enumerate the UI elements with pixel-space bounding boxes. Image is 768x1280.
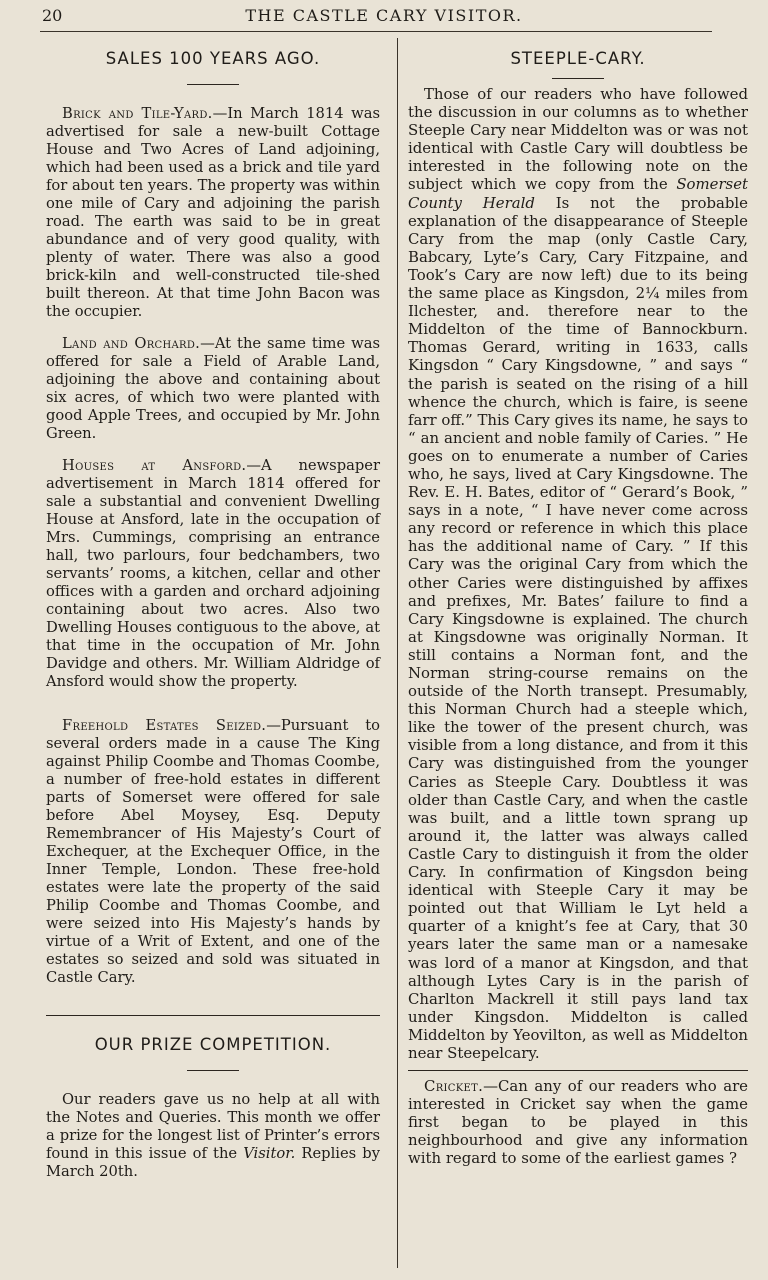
steeple-text-b: Is not the probable explanation of the disappearance of Steeple Cary from the map (only Castle Cary, Babcary, Lyte’s Cary, Cary Fitzpaine, and Took’s Cary are now left) due to its being the same place as Kingsdon, 2¼ miles from Ilchester, and. therefore near to the Middelton of the time of Bannockburn. Thomas Gerard, writing in 1633, calls Kingsdon “ Cary Kingsdowne, ” and says “ the parish is seated on the rising of a hill whence the church, which is faire, is seene farr off.” This Cary gives its name, he says to “ an ancient and noble family of Caries. ” He goes on to enumerate a number of Caries who, he says, lived at Cary Kingsdowne. The Rev. E. H. Bates, editor of “ Gerard’s Book, ” says in a note, “ I have never come across any record or reference in which this place has the additional name of Cary. ” If this Cary was the original Cary from which the other Caries were distinguished by affixes and prefixes, Mr. Bates’ failure to find a Cary Kingsdowne is explained. The church at Kingsdowne was originally Norman. It still contains a Norman font, and the Norman string-course remains on the outside of the North transept. Presumably, this Norman Church had a steeple which, like the tower of the present church, was visible from a long distance, and from it this Cary was distinguished from the younger Caries as Steeple Cary. Doubtless it was older than Castle Cary, and when the castle was built, and a little town sprang up around it, the latter was always called Castle Cary to distinguish it from the older Cary. In confirmation of Kingsdon being identical with Steeple Cary it may be pointed out that William le Lyt held a quarter of a knight’s fee at Cary, that 30 years later the same man or a namesake was lord of a manor at Kingsdon, and that although Lytes Cary is in the parish of Charlton Mackrell it still pays land tax under Kingsdon. Middelton is called Middelton by Yeovilton, as well as Middelton near Steepelcary. (408, 193, 748, 1062)
land-orchard-lead: Land and Orchard. (62, 335, 201, 352)
houses-ansford-text: —A newspaper advertisement in March 1814 offered for sale a substantial and convenient Dwelling House at Ansford, late in the occupation of Mrs. Cummings, comprising an entrance hall, two parlours, four bedchambers, two servants’ rooms, a kitchen, cellar and other offices with a garden and orchard adjoining containing about two acres. Also two Dwelling Houses contiguous to the above, at that time in the occupation of Mr. John Davidge and others. Mr. William Aldridge of Ansford would show the property. (46, 457, 380, 690)
column-divider (397, 38, 398, 1268)
brick-tile-yard-paragraph (46, 105, 380, 321)
page-header (40, 4, 728, 28)
prize-paragraph (46, 1091, 380, 1181)
running-title: THE CASTLE CARY VISITOR. (245, 6, 523, 25)
page-number: 20 (42, 6, 63, 25)
steeple-text-herald: Somerset County Herald (408, 175, 748, 212)
header-rule (40, 31, 712, 32)
cricket-lead: Cricket. (424, 1077, 484, 1096)
left-column (46, 44, 380, 1181)
right-column (408, 44, 748, 1168)
houses-ansford-lead: Houses at Ansford. (62, 457, 247, 474)
steeple-title-rule (552, 78, 604, 79)
cricket-text: —Can any of our readers who are interested in Cricket say when the game first began to be played in this neighbourhood and give any information with regard to some of the earliest games ? (408, 1077, 748, 1168)
freehold-estates-text: —Pursuant to several orders made in a cause The King against Philip Coombe and Thomas Coombe, a number of free-hold estates in different parts of Somerset were offered for sale before Abel Moysey, Esq. Deputy Remembrancer of His Majesty’s Court of Exchequer, at the Exchequer Office, in the Inner Temple, London. These free-hold estates were late the property of the said Philip Coombe and Thomas Coombe, and were seized into His Majesty’s hands by virtue of a Writ of Extent, and one of the estates so seized and sold was situated in Castle Cary. (46, 717, 380, 986)
prize-title: OUR PRIZE COMPETITION. (94, 1035, 332, 1054)
prize-text-a: Our readers gave us no help at all with the Notes and Queries. This month we offer a prize for the longest list of Printer’s errors found in this issue of the (46, 1091, 380, 1162)
freehold-estates-lead: Freehold Estates Seized. (62, 717, 267, 734)
steeple-title: STEEPLE-CARY. (510, 49, 646, 68)
brick-tile-yard-text: —In March 1814 was advertised for sale a new-built Cottage House and Two Acres of Land adjoining, which had been used as a brick and tile yard for about ten years. The property was within one mile of Cary and adjoining the parish road. The earth was said to be in great abundance and of very good quality, with plenty of water. There was also a good brick-kiln and well-constructed tile-shed built thereon. At that time John Bacon was the occupier. (46, 105, 381, 320)
prize-title-rule (187, 1070, 239, 1071)
sales-title: SALES 100 YEARS AGO. (105, 49, 321, 68)
steeple-text-a: Those of our readers who have followed the discussion in our columns as to whether Steeple Cary near Middelton was or was not identical with Castle Cary will doubtless be interested in the following note on the subject which we copy from the (408, 85, 748, 194)
houses-ansford-paragraph (46, 457, 380, 691)
prize-text-visitor: Visitor. (243, 1145, 296, 1162)
land-orchard-text: —At the same time was offered for sale a Field of Arable Land, adjoining the above and containing about six acres, of which two were planted with good Apple Trees, and occupied by Mr. John Green. (46, 335, 380, 442)
steeple-paragraph (408, 85, 748, 1062)
brick-tile-yard-lead: Brick and Tile-Yard. (62, 105, 213, 122)
cricket-paragraph (408, 1077, 748, 1167)
cricket-rule (408, 1070, 748, 1071)
prize-text-b: Replies by March 20th. (46, 1145, 380, 1180)
sales-title-rule (187, 84, 239, 85)
freehold-estates-paragraph (46, 717, 380, 987)
section-rule (46, 1015, 380, 1016)
land-orchard-paragraph (46, 335, 380, 443)
